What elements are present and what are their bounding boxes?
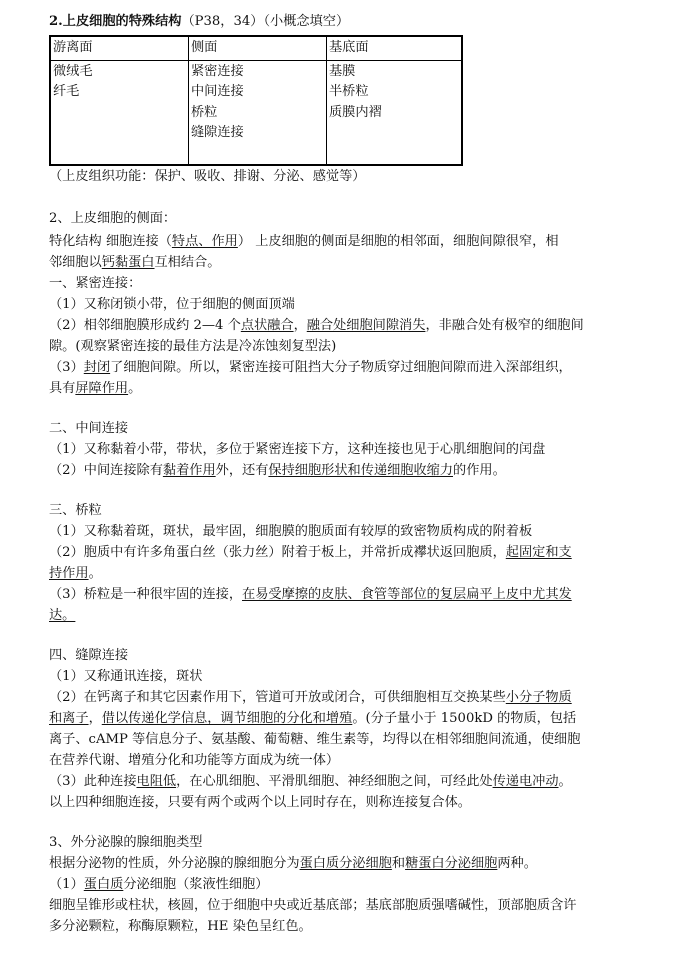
table-body-row — [50, 60, 462, 165]
title-bold: 上皮细胞的特殊结构 — [62, 14, 182, 29]
underlined-text: 钙黏蛋白 — [101, 255, 155, 270]
text: 两种。 — [497, 856, 537, 871]
gap-p2-cont — [49, 710, 576, 728]
text: ，非融合处有极窄的细胞间 — [425, 318, 584, 333]
underlined-text: 电阻低 — [136, 774, 177, 789]
middle-p2 — [49, 462, 506, 480]
gap-p1: （1）又称通讯连接，斑状 — [49, 669, 203, 684]
cell-line: 桥粒 — [191, 104, 218, 120]
text: 分泌细胞（浆液性细胞） — [123, 877, 269, 892]
tight-p3-cont — [49, 380, 141, 398]
gap-p2 — [49, 689, 572, 707]
underlined-text: 封闭 — [83, 360, 111, 375]
underlined-text: 蛋白质 — [83, 877, 124, 892]
underlined-text: 在易受摩擦的皮肤、食管等部位的复层扁平上皮中尤其发 — [242, 587, 572, 602]
desmo-p2-cont — [49, 565, 102, 583]
underlined-text: 小分子物质 — [505, 690, 572, 705]
tight-p1: （1）又称闭锁小带，位于细胞的侧面顶端 — [49, 297, 295, 312]
text: （3）此种连接 — [49, 774, 137, 789]
tight-heading: 一、紧密连接： — [49, 276, 142, 291]
underlined-text: 屏障作用 — [75, 381, 129, 396]
gap-p2-cont2: 离子、cAMP 等信息分子、氨基酸、葡萄糖、维生素等，均得以在相邻细胞间流通，使细胞 — [49, 732, 581, 747]
underlined-text: 糖蛋白分泌细胞 — [405, 856, 498, 871]
text: 邻细胞以 — [49, 255, 102, 270]
text: （3） — [49, 360, 84, 375]
text: ， — [88, 711, 102, 726]
cell-line: 半桥粒 — [329, 84, 369, 99]
s3-heading: 3、外分泌腺的腺细胞类型 — [49, 835, 203, 850]
text: （3）桥粒是一种很牢固的连接， — [49, 587, 243, 602]
s3-line-1 — [49, 855, 537, 873]
desmo-p3 — [49, 586, 572, 604]
s2-line-1 — [49, 233, 559, 251]
underlined-text: 和离子 — [49, 711, 89, 726]
title-number: 2. — [49, 14, 63, 29]
cell-line: 微绒毛 — [53, 63, 93, 79]
underlined-text: 融合处细胞间隙消失 — [306, 318, 426, 333]
cell-line: 基膜 — [329, 63, 356, 79]
middle-p1: （1）又称黏着小带，带状，多位于紧密连接下方，这种连接也见于心肌细胞间的闰盘 — [49, 442, 546, 457]
gap-p2-cont3: 在营养代谢、增殖分化和功能等方面成为统一体） — [49, 753, 340, 768]
cell-free-surface — [50, 60, 189, 165]
s3-line-3: 细胞呈锥形或柱状，核圆，位于细胞中央或近基底部；基底部胞质强嗜碱性，顶部胞质含许 — [49, 898, 577, 913]
text: 。 — [88, 566, 102, 581]
middle-heading: 二、中间连接 — [49, 421, 129, 436]
underlined-text: 借以传递化学信息，调节细胞的分化和增殖 — [101, 711, 353, 726]
gap-p3 — [49, 773, 572, 791]
text: （2）中间连接除有 — [49, 463, 163, 478]
underlined-text: 黏着作用 — [162, 463, 216, 478]
text: 根据分泌物的性质，外分泌腺的腺细胞分为 — [49, 856, 300, 871]
underlined-text: 特点、作用 — [171, 234, 238, 249]
function-note: （上皮组织功能：保护、吸收、排谢、分泌、感觉等） — [49, 169, 366, 184]
s3-line-2 — [49, 876, 268, 894]
text: （2）相邻细胞膜形成约 2—4 个 — [49, 318, 241, 333]
cell-line: 缝隙连接 — [191, 125, 244, 140]
header-lateral-surface: 侧面 — [189, 36, 327, 60]
text: ， — [293, 318, 307, 333]
s2-heading: 2、上皮细胞的侧面： — [49, 211, 177, 226]
cell-line: 中间连接 — [191, 84, 244, 99]
desmo-p2 — [49, 544, 572, 562]
title-rest: （P38，34）（小概念填空） — [181, 14, 350, 29]
tight-p2-cont: 隙。(观察紧密连接的最佳方法是冷冻蚀刻复型法) — [49, 339, 337, 354]
text: ） 上皮细胞的侧面是细胞的相邻面，细胞间隙很窄，相 — [237, 234, 559, 249]
underlined-text: 保持细胞形状和传递细胞收缩力 — [268, 463, 454, 478]
s3-line-4: 多分泌颗粒，称酶原颗粒，HE 染色呈红色。 — [49, 919, 312, 934]
text: 具有 — [49, 381, 76, 396]
text: 。 — [128, 381, 142, 396]
text: （1） — [49, 877, 84, 892]
cell-line: 纤毛 — [53, 84, 80, 99]
tight-p2 — [49, 317, 584, 335]
underlined-text: 持作用 — [49, 566, 89, 581]
desmo-heading: 三、桥粒 — [49, 503, 102, 518]
desmo-p3-cont — [49, 607, 75, 625]
text: 互相结合。 — [154, 255, 221, 270]
gap-heading: 四、缝隙连接 — [49, 648, 129, 663]
text: （2）在钙离子和其它因素作用下，管道可开放或闭合，可供细胞相互交换某些 — [49, 690, 506, 705]
text: 外，还有 — [215, 463, 269, 478]
tight-p3 — [49, 359, 572, 377]
underlined-text: 蛋白质分泌细胞 — [299, 856, 392, 871]
underlined-text: 起固定和支 — [505, 545, 572, 560]
text: 。(分子量小于 1500kD 的物质，包括 — [352, 711, 577, 726]
text: （2）胞质中有许多角蛋白丝（张力丝）附着于板上，并常折成襻状返回胞质， — [49, 545, 506, 560]
underlined-text: 点状融合 — [240, 318, 294, 333]
table-header-row — [50, 36, 462, 60]
desmo-p1: （1）又称黏着斑，斑状，最牢固，细胞膜的胞质面有较厚的致密物质构成的附着板 — [49, 524, 533, 539]
text: ，在心肌细胞、平滑肌细胞、神经细胞之间，可经此处 — [176, 774, 493, 789]
header-free-surface: 游离面 — [50, 36, 189, 60]
cell-lateral-surface — [189, 60, 327, 165]
underlined-text: 传递电冲动 — [492, 774, 559, 789]
cell-basal-surface — [327, 60, 463, 165]
structure-table — [49, 35, 463, 166]
text: 的作用。 — [453, 463, 506, 478]
text: 。 — [558, 774, 572, 789]
gap-summary: 以上四种细胞连接，只要有两个或两个以上同时存在，则称连接复合体。 — [49, 795, 471, 810]
header-basal-surface: 基底面 — [327, 36, 463, 60]
underlined-text: 达。 — [49, 608, 76, 623]
s2-line-2 — [49, 254, 220, 272]
cell-line: 紧密连接 — [191, 63, 244, 79]
text: 和 — [391, 856, 406, 871]
text: 了细胞间隙。所以，紧密连接可阻挡大分子物质穿过细胞间隙而进入深部组织， — [110, 360, 572, 375]
section-title — [49, 13, 349, 31]
cell-line: 质膜内褶 — [329, 104, 382, 120]
text: 特化结构 细胞连接（ — [49, 234, 172, 249]
